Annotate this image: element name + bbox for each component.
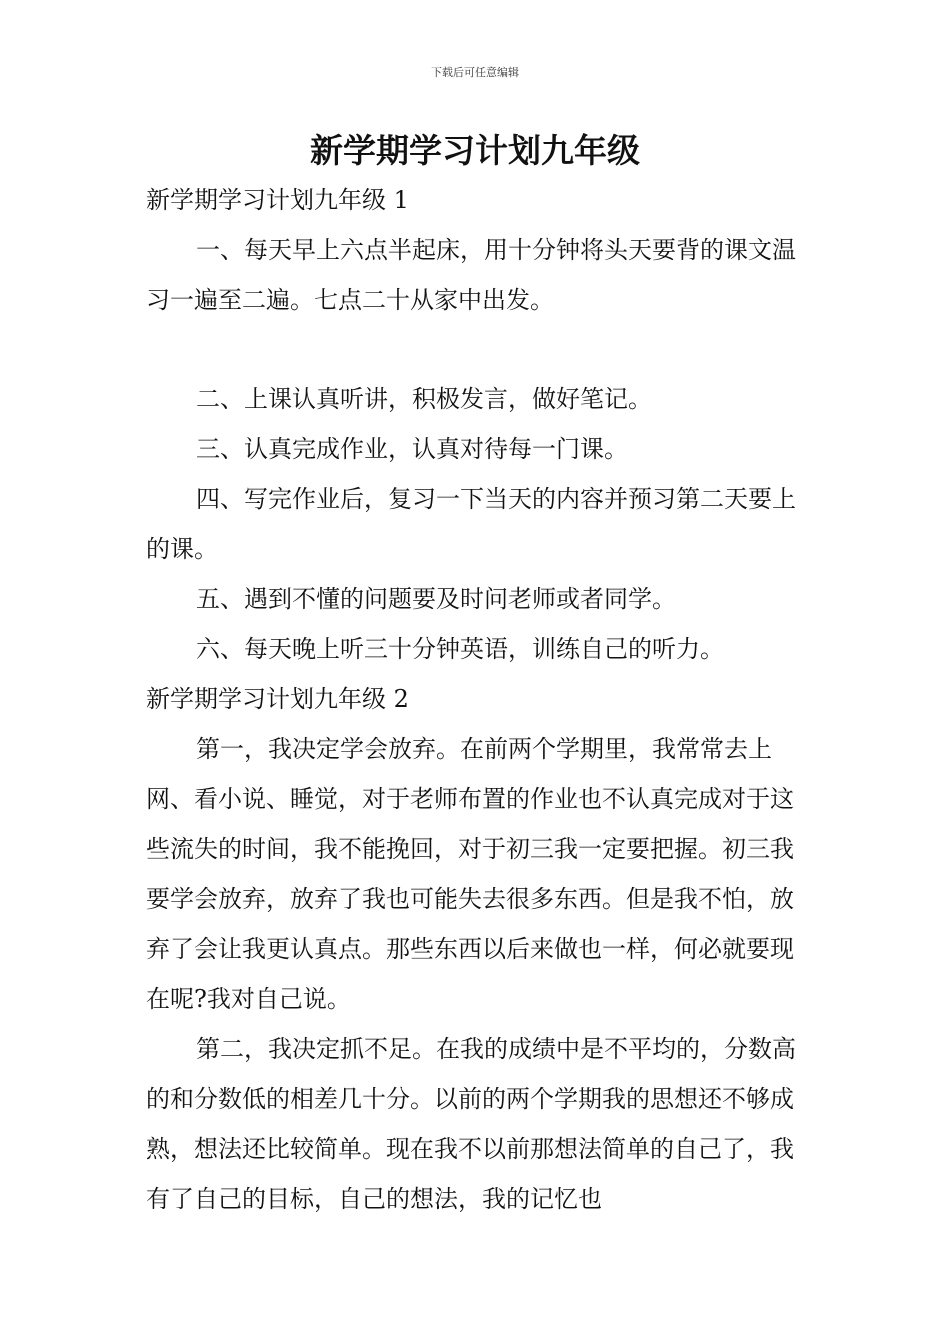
paragraph-1-3: 三、认真完成作业，认真对待每一门课。 [196,435,628,463]
paragraph-1-5: 五、遇到不懂的问题要及时问老师或者同学。 [196,585,676,613]
paragraph-1-6: 六、每天晚上听三十分钟英语，训练自己的听力。 [196,635,724,663]
paragraph-1-4: 四、写完作业后，复习一下当天的内容并预习第二天要上的课。 [146,485,796,563]
section-heading-1: 新学期学习计划九年级 1 [146,186,409,214]
page-header-note: 下载后可任意编辑 [431,66,519,79]
document-title: 新学期学习计划九年级 [310,131,640,170]
paragraph-1-2: 二、上课认真听讲，积极发言，做好笔记。 [196,385,652,413]
section-heading-2: 新学期学习计划九年级 2 [146,685,409,713]
paragraph-2-2: 第二，我决定抓不足。在我的成绩中是不平均的，分数高的和分数低的相差几十分。以前的两个学期我的思想还不够成熟，想法还比较简单。现在我不以前那想法简单的自己了，我有了自己的目标，自己的想法，我的记忆也 [146,1035,796,1213]
paragraph-1-1: 一、每天早上六点半起床，用十分钟将头天要背的课文温习一遍至二遍。七点二十从家中出发。 [146,236,796,314]
paragraph-2-1: 第一，我决定学会放弃。在前两个学期里，我常常去上网、看小说、睡觉，对于老师布置的作业也不认真完成对于这些流失的时间，我不能挽回，对于初三我一定要把握。初三我要学会放弃，放弃了我也可能失去很多东西。但是我不怕，放弃了会让我更认真点。那些东西以后来做也一样，何必就要现在呢?我对自己说。 [146,735,794,1013]
